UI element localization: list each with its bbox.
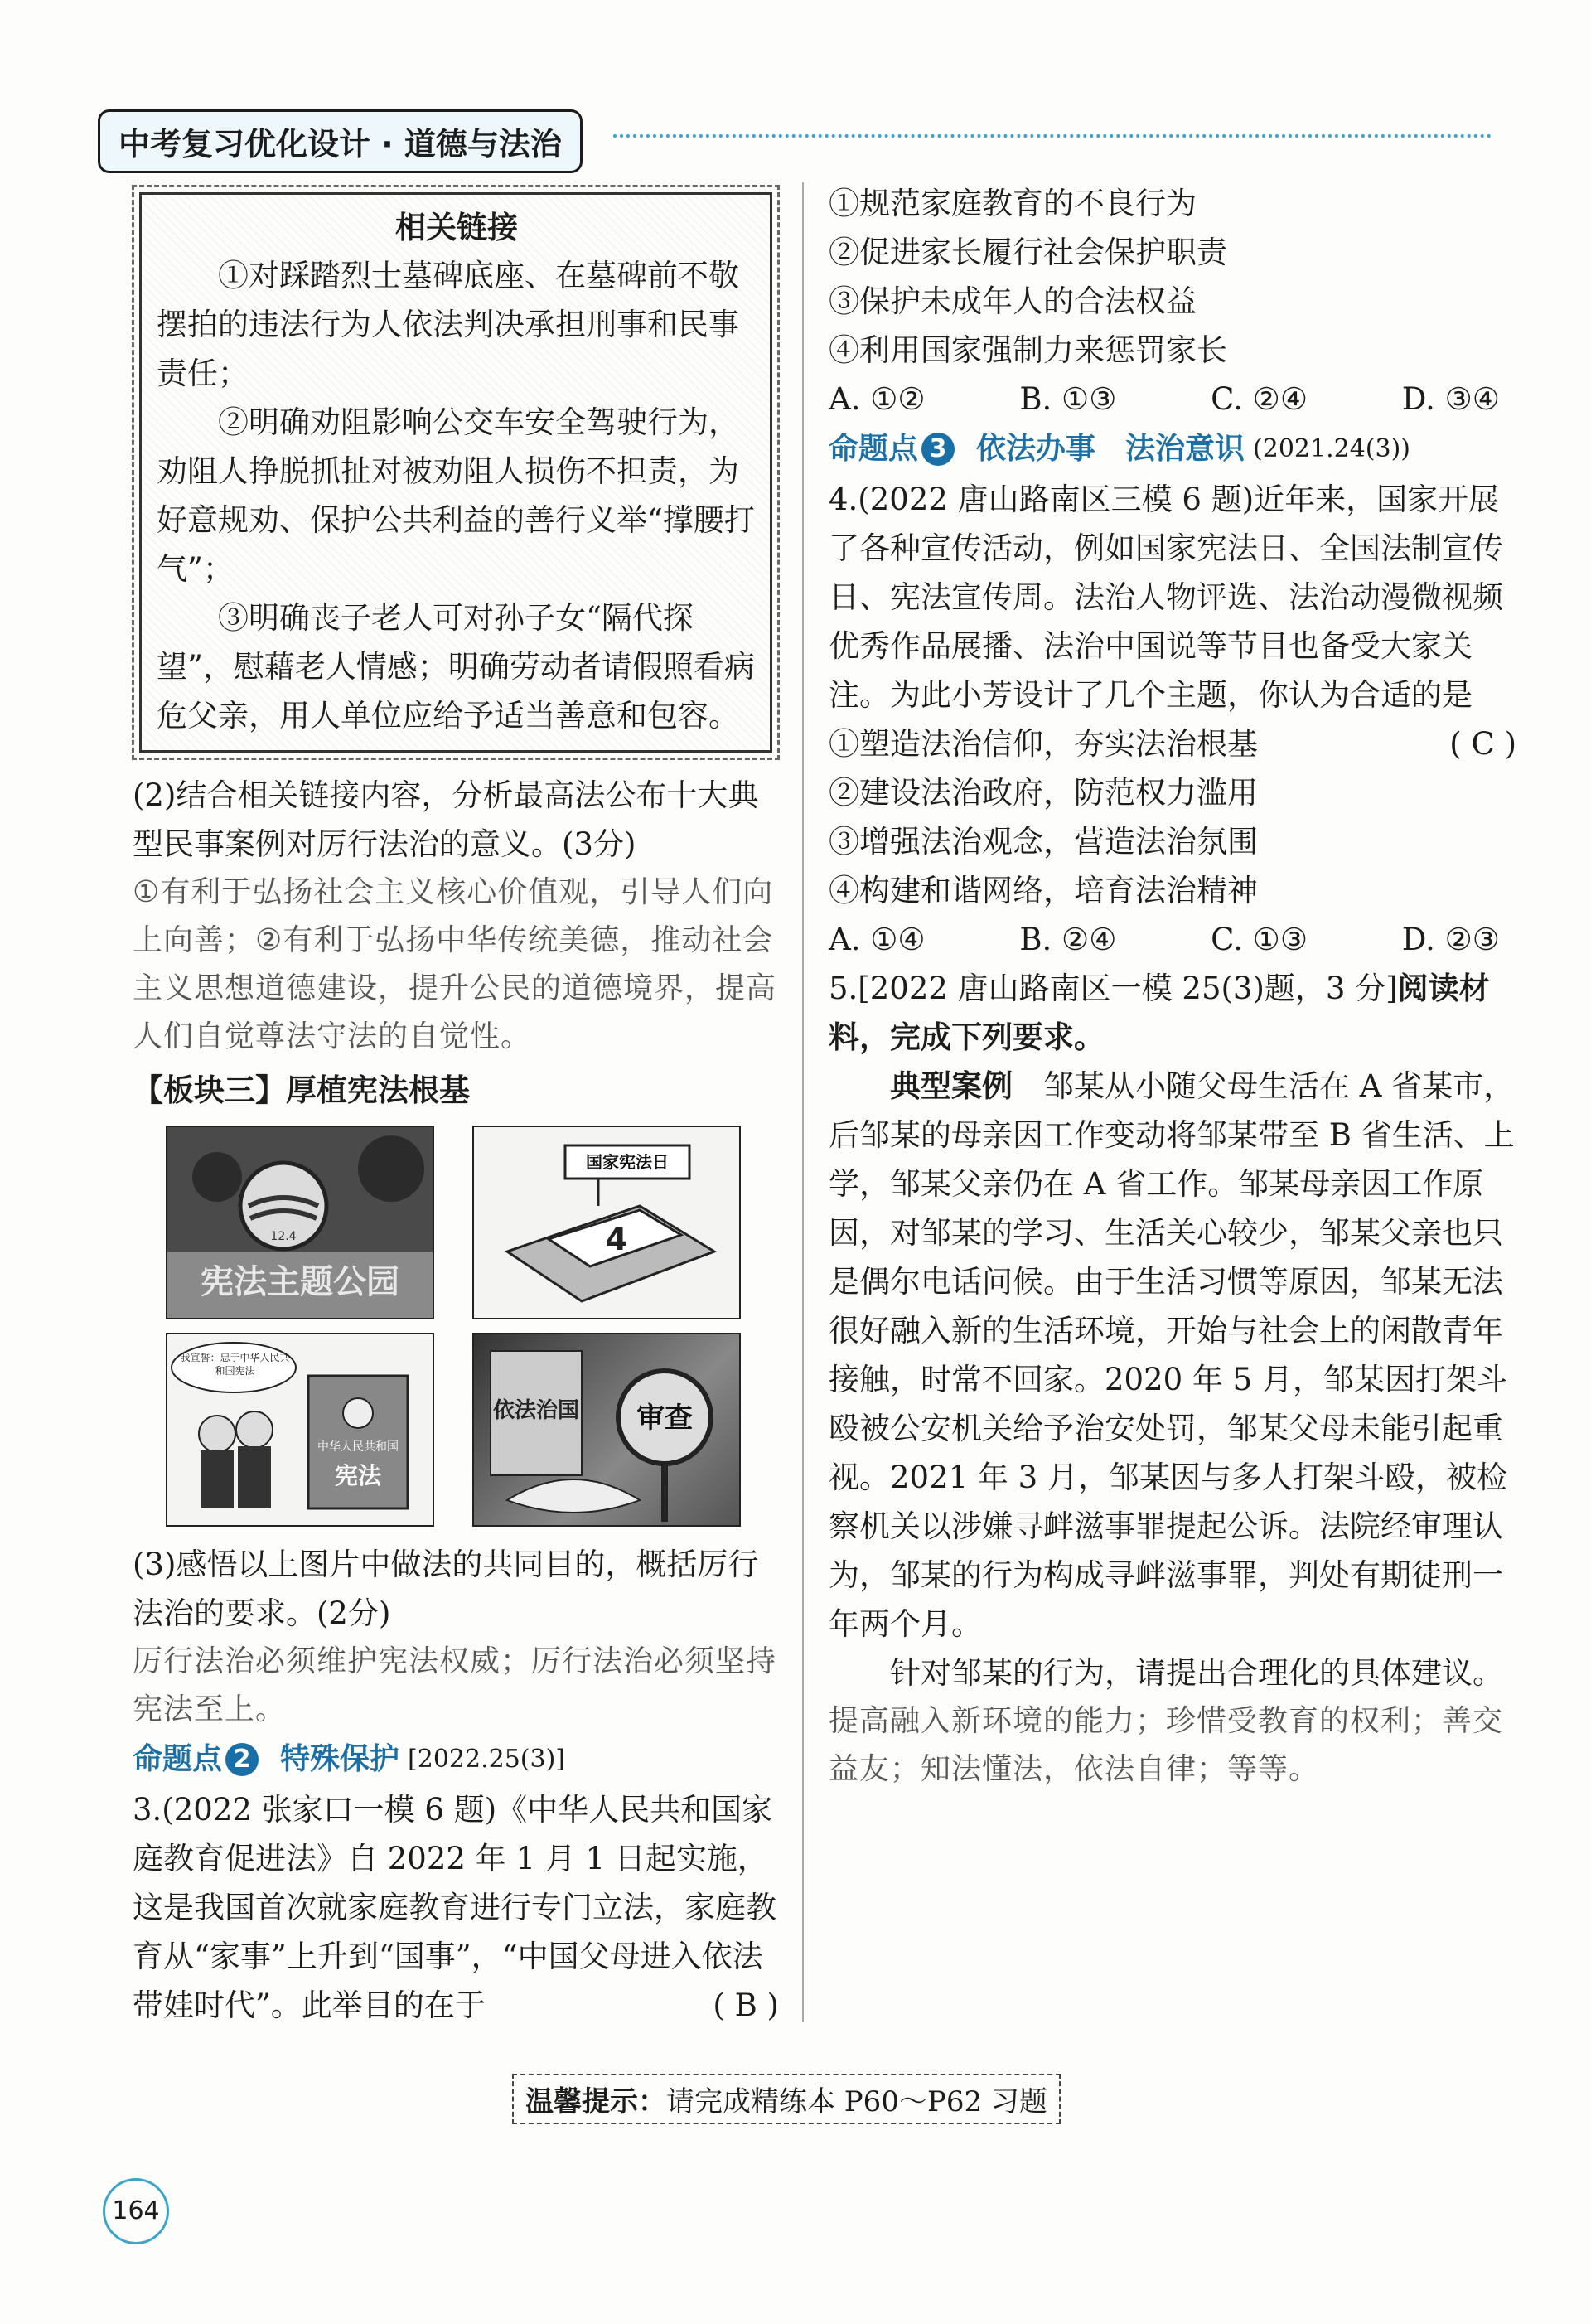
page-number: 164 <box>103 2178 169 2244</box>
link-item: ③明确丧子老人可对孙子女“隔代探望”，慰藉老人情感；明确劳动者请假照看病危父亲，用人单位应给予适当善意和包容。 <box>157 600 755 734</box>
related-links-box <box>139 192 772 753</box>
picture-grid <box>166 1126 779 1527</box>
option: ②促进家长履行社会保护职责 <box>829 235 1227 270</box>
constitution-park-photo <box>166 1126 434 1319</box>
choice: A. ①④ <box>829 922 926 957</box>
option: ③保护未成年人的合法权益 <box>829 283 1197 319</box>
footer-tip-label: 温馨提示： <box>525 2085 666 2118</box>
column-divider <box>802 182 804 2022</box>
choice: D. ③④ <box>1401 381 1500 417</box>
constitution-day-calendar <box>472 1126 741 1319</box>
question-5-instruction: 阅读材料，完成下列要求。 <box>829 971 1490 1055</box>
book-top-text: 中华人民共和国 <box>317 1440 399 1454</box>
topic-number: 3 <box>921 433 955 466</box>
question-5 <box>829 964 1516 1062</box>
case-text: 邹某从小随父母生活在 A 省某市，后邹某的母亲因工作变动将邹某带至 B 省生活、上学，邹某父亲仍在 A 省工作。邹某母亲因工作原因，对邹某的学习、生活关心较少，邹某父亲也只是偶尔电话问候。由于生活习惯等原因，邹某无法很好融入新的生活环境，开始与社会上的闲散青年接触，时常不回家。2020 年 5 月，邹某因打架斗殴被公安机关给予治安处罚，邹某父母未能引起重视。2021 年 3 月，邹某因与多人打架斗殴，被检察机关以涉嫌寻衅滋事罪提起公诉。法院经审理认为，邹某的行为构成寻衅滋事罪，判处有期徒刑一年两个月。 <box>829 1068 1515 1642</box>
question-2: (2)结合相关链接内容，分析最高法公布十大典型民事案例对厉行法治的意义。(3分) <box>133 777 759 862</box>
left-column <box>133 182 779 2030</box>
answer-3: 厉行法治必须维护宪法权威；厉行法治必须坚持宪法至上。 <box>133 1644 777 1726</box>
link-item: ①对踩踏烈士墓碑底座、在墓碑前不敬摆拍的违法行为人依法判决承担刑事和民事责任； <box>157 258 739 391</box>
option: ④构建和谐网络，培育法治精神 <box>829 873 1258 908</box>
calendar-label: 国家宪法日 <box>586 1152 669 1172</box>
choice-row <box>829 915 1516 964</box>
topic-2-heading <box>133 1734 779 1785</box>
choice: A. ①② <box>829 381 926 417</box>
question-4-answer: ( C ) <box>1449 726 1516 762</box>
choice: C. ①③ <box>1211 922 1308 957</box>
topic-label: 依法办事 法治意识 <box>976 432 1245 466</box>
answer-5: 提高融入新环境的能力；珍惜受教育的权利；善交益友；知法懂法，依法自律；等等。 <box>829 1704 1504 1786</box>
oath-bubble-text: 我宣誓：忠于中华人民共和国宪法 <box>180 1352 290 1377</box>
case-label: 典型案例 <box>890 1068 1013 1104</box>
choice: B. ①③ <box>1019 381 1117 417</box>
footer-tip <box>512 2074 1061 2124</box>
review-sign-text: 审查 <box>636 1402 693 1435</box>
footer-tip-text: 请完成精练本 P60～P62 习题 <box>666 2085 1047 2118</box>
option: ④利用国家强制力来惩罚家长 <box>829 332 1227 368</box>
answer-2: ①有利于弘扬社会主义核心价值观，引导人们向上向善；②有利于弘扬中华传统美德，推动社会主义思想道德建设，提升公民的道德境界，提高人们自觉尊法守法的自觉性。 <box>133 875 777 1053</box>
park-sign-graphic <box>167 1127 433 1318</box>
page-header <box>98 109 583 173</box>
right-column <box>829 179 1516 1794</box>
topic-3-heading <box>829 424 1516 475</box>
choice: B. ②④ <box>1019 922 1117 957</box>
link-item: ②明确劝阻影响公交车安全驾驶行为，劝阻人挣脱抓扯对被劝阻人损伤不担责，为好意规劝、保护公共利益的善行义举“撑腰打气”； <box>157 404 755 587</box>
option: ①塑造法治信仰，夯实法治根基 <box>829 726 1258 762</box>
header-dotted-line <box>613 134 1492 138</box>
question-3: (3)感悟以上图片中做法的共同目的，概括厉行法治的要求。(2分) <box>133 1547 759 1631</box>
review-sign-photo <box>472 1333 741 1527</box>
section-3-heading: 【板块三】厚植宪法根基 <box>133 1072 470 1108</box>
background-book-text: 依法治国 <box>492 1398 580 1423</box>
question-4-text: 4.(2022 唐山路南区三模 6 题)近年来，国家开展了各种宣传活动，例如国家宪法日、全国法制宣传日、宪法宣传周。法治人物评选、法治动漫微视频优秀作品展播、法治中国说等节目也备受大家关注。为此小芳设计了几个主题，你认为合适的是 <box>829 482 1503 713</box>
question-3b-answer: ( B ) <box>713 1988 779 2023</box>
case-paragraph <box>829 1062 1516 1649</box>
book-main-text: 宪法 <box>334 1462 382 1489</box>
question-3b-text: 3.(2022 张家口一模 6 题)《中华人民共和国家庭教育促进法》自 2022 年 1 月 1 日起实施，这是我国首次就家庭教育进行专门立法，家庭教育从“家事”上升到“国事”，“中国父母进入依法带娃时代”。此举目的在于 <box>133 1792 776 2023</box>
option: ②建设法治政府，防范权力滥用 <box>829 775 1258 811</box>
question-3b <box>133 1785 779 2030</box>
option: ①规范家庭教育的不良行为 <box>829 186 1197 221</box>
choice: C. ②④ <box>1211 381 1308 417</box>
book-title: 中考复习优化设计 · 道德与法治 <box>98 109 583 173</box>
park-logo-text: 12.4 <box>270 1230 297 1243</box>
calendar-day: 4 <box>605 1221 628 1257</box>
topic-ref: (2021.24(3)) <box>1253 434 1410 463</box>
topic-ref: [2022.25(3)] <box>408 1745 565 1774</box>
choice: D. ②③ <box>1401 922 1500 957</box>
park-sign-text: 宪法主题公园 <box>201 1263 399 1301</box>
topic-prefix: 命题点 <box>829 432 919 466</box>
choice-row <box>829 375 1516 424</box>
related-links-title: 相关链接 <box>395 210 518 245</box>
question-5-prompt: 针对邹某的行为，请提出合理化的具体建议。 <box>890 1655 1503 1691</box>
option: ③增强法治观念，营造法治氛围 <box>829 824 1258 859</box>
topic-label: 特殊保护 <box>280 1742 400 1776</box>
question-5-text: 5.[2022 唐山路南区一模 25(3)题，3 分] <box>829 971 1398 1006</box>
topic-number: 2 <box>225 1743 259 1776</box>
topic-prefix: 命题点 <box>133 1742 223 1776</box>
oath-cartoon <box>166 1333 434 1527</box>
